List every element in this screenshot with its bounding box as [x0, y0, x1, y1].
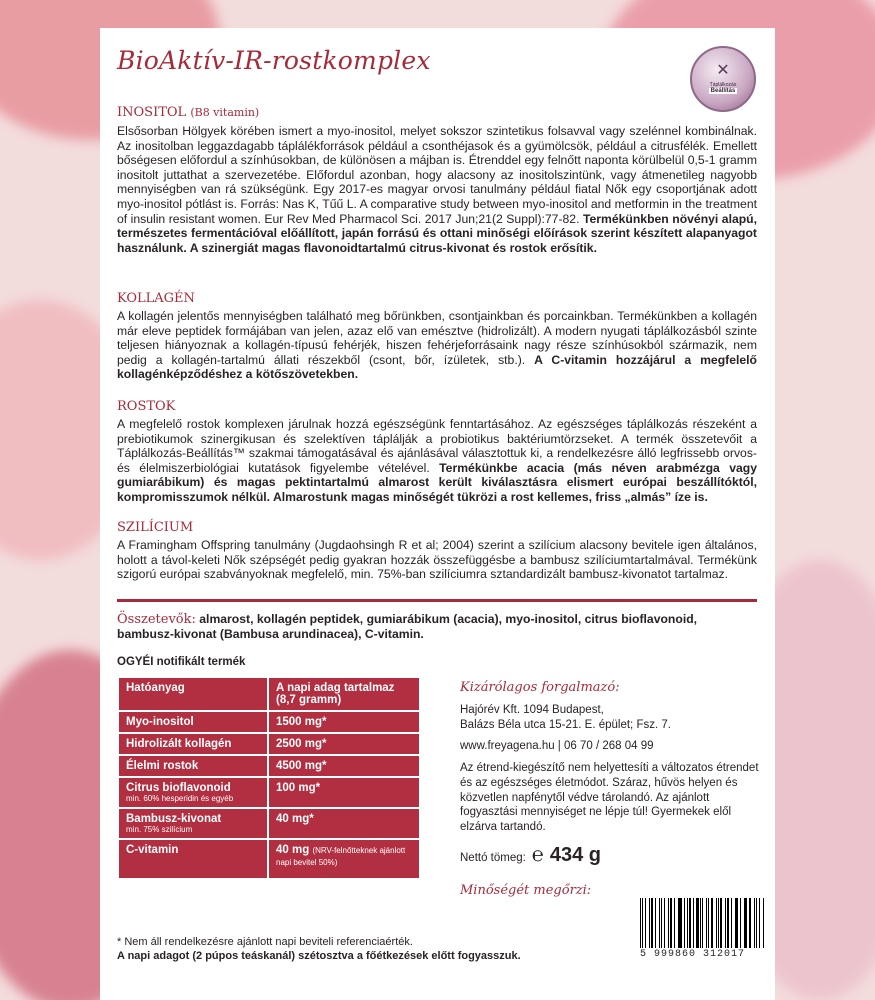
row-amount: 40 mg*: [276, 813, 314, 825]
row-amount: 2500 mg*: [276, 738, 327, 750]
cross-icon: ✕: [716, 62, 730, 79]
section-heading-szilicium: SZILÍCIUM: [117, 520, 194, 535]
row-amount: 100 mg*: [276, 782, 321, 794]
footnote-dosage: A napi adagot (2 púpos teáskanál) szétosztva a főétkezések előtt fogyasszuk.: [117, 950, 521, 962]
table-row: [119, 712, 419, 732]
row-name: Bambusz-kivonat: [126, 813, 222, 825]
row-sub: min. 75% szilícium: [126, 825, 193, 834]
barcode-bar: [763, 898, 764, 948]
ingredients-value: almarost, kollagén peptidek, gumiarábikum (acacia), myo-inositol, citrus bioflavonoid, bambusz-kivonat (Bambusa arundinacea), C-vitamin.: [117, 612, 698, 641]
table-row: [119, 756, 419, 776]
seal-line1: Táplálkozás: [709, 82, 737, 88]
ogyei-note: OGYÉI notifikált termék: [117, 656, 246, 668]
best-before-label: Minőségét megőrzi:: [460, 883, 592, 898]
distributor-address: Hajórév Kft. 1094 Budapest, Balázs Béla utca 15-21. E. épület; Fsz. 7.: [460, 704, 671, 731]
ingredients: [117, 612, 757, 642]
estimated-sign-icon: ℮: [531, 844, 544, 866]
distributor-contact: www.freyagena.hu | 06 70 / 268 04 99: [460, 740, 654, 752]
row-name: Hidrolizált kollagén: [126, 738, 232, 750]
net-weight: [460, 844, 760, 867]
row-sub: min. 60% hesperidin és egyéb: [126, 794, 234, 803]
footnote-reference: * Nem áll rendelkezésre ajánlott napi beviteli referenciaérték.: [117, 936, 413, 948]
brand-seal: [690, 46, 756, 112]
section-text-szilicium: A Framingham Offspring tanulmány (Jugdaohsingh R et al; 2004) szerint a szilícium alacsony bevitele igen általános, holott a távol-keleti Nők szépségét pedig gyakran hozzák összefüggésbe a bambusz szilíciumtartalmával. Termékünk szigorú európai szabványoknak megfelelő, min. 75%-ban szilíciumra sztandardizált bambusz-kivonatot tartalmaz.: [117, 538, 757, 582]
table-row: [119, 778, 419, 807]
row-amount: 40 mg: [276, 844, 310, 856]
barcode-bar: [759, 898, 761, 948]
row-name: Élelmi rostok: [126, 760, 199, 772]
footnotes: [117, 935, 757, 963]
seal-line2: Beállítás: [710, 88, 736, 94]
header-ingredient: Hatóanyag: [119, 678, 267, 710]
storage-notice: Az étrend-kiegészítő nem helyettesíti a változatos étrendet és az egészséges életmódot. Száraz, hűvös helyen és közvetlen napfénytől védve tárolandó. Az ajánlott fogyasztási mennyiséget ne lépje túl! Gyermekek elől elzárva tartandó.: [460, 762, 759, 834]
section-heading-kollagen: KOLLAGÉN: [117, 291, 195, 306]
table-row: [119, 840, 419, 878]
nutrition-table: [117, 676, 421, 880]
net-weight-label: Nettó tömeg:: [460, 852, 526, 864]
row-amount: 4500 mg*: [276, 760, 327, 772]
table-header-row: [119, 678, 419, 710]
net-weight-value: 434 g: [549, 844, 602, 866]
row-name: Myo-inositol: [126, 716, 194, 728]
section-heading-inositol: INOSITOL (B8 vitamin): [117, 105, 260, 120]
header-daily-dose: A napi adag tartalmaz (8,7 gramm): [269, 678, 419, 710]
table-row: [119, 809, 419, 838]
ingredients-label: Összetevők:: [117, 612, 196, 627]
divider: [117, 599, 757, 602]
section-text-kollagen: A kollagén jelentős mennyiségben található meg bőrünkben, csontjainkban és porcainkban. Termékünkben a kollagén már eleve peptidek formájában van jelen, azaz elő van emésztve (hidrolizált). A modern nyugati táplálkozásból szinte teljesen hiányoznak a kollagén-típusú fehérjék, hiszen fehérjeforrásaink nagy része színhúsokból származik, nem pedig a kollagén-tartalmú állati részekből (csont, bőr, ízületek, stb.). A C-vitamin hozzájárul a megfelelő kollagénképződéshez a kötőszövetekben.: [117, 309, 757, 382]
distributor-heading: Kizárólagos forgalmazó:: [460, 680, 620, 695]
row-note: (NRV-felnőtteknek ajánlott napi bevitel 50%): [276, 846, 406, 867]
section-heading-rostok: ROSTOK: [117, 399, 176, 414]
label-panel: [100, 28, 775, 1000]
product-title: BioAktív-IR-rostkomplex: [117, 46, 431, 75]
barcode-number: 5 999860 312017: [640, 949, 746, 960]
section-text-rostok: A megfelelő rostok komplexen járulnak hozzá egészségünk fenntartásához. Az egészséges táplálkozás részeként a prebiotikumok szinergikusan és szelektíven táplálják a probiotikus baktériumtörzseket. A termék összetevőit a Táplálkozás-Beállítás™ szakmai támogatásával és ajánlásával választottuk ki, a rendelkezésre álló legfrissebb orvos- és élelmiszerbiológiai kutatások figyelembe vételével. Termékünkbe acacia (más néven arabmézga vagy gumiarábikum) és magas pektintartalmú almarost került kiválasztásra elismert európai beszállítóktól, kompromisszumok nélkül. Almarostunk magas minőségét tükrözi a rost kellemes, friss „almás” íze is.: [117, 417, 757, 504]
row-name: Citrus bioflavonoid: [126, 782, 231, 794]
row-name: C-vitamin: [126, 844, 179, 856]
section-text-inositol: Elsősorban Hölgyek körében ismert a myo-inositol, melyet sokszor szintetikus folsavval vagy szelénnel kombinálnak. Az inositolban leggazdagabb táplálékforrások például a csonthéjasok és a gyümölcsök, például a citrusfélék. Emellett bőségesen előfordul a színhúsokban, de különösen a májban is. Étrenddel egy felnőtt naponta körülbelül 0,5-1 gramm inositolt juttathat a szervezetébe. Előfordul azonban, hogy alacsony az inositolszintünk, vagy átmenetileg nagyobb mennyiségben van rá szükségünk. Egy 2017-es magyar orvosi tanulmány például fiatal Nők egy csoportjának adott myo-inositol pótlást is. Forrás: Nas K, Tűű L. A comparative study between myo-inositol and metformin in the treatment of insulin resistant women. Eur Rev Med Pharmacol Sci. 2017 Jun;21(2 Suppl):77-82. Termékünkben növényi alapú, természetes fermentációval előállított, japán forrású és ottani minőségi előírások szerint készített alapanyagot használunk. A szinergiát magas flavonoidtartalmú citrus-kivonat és rostok erősítik.: [117, 124, 758, 255]
row-amount: 1500 mg*: [276, 716, 327, 728]
table-row: [119, 734, 419, 754]
